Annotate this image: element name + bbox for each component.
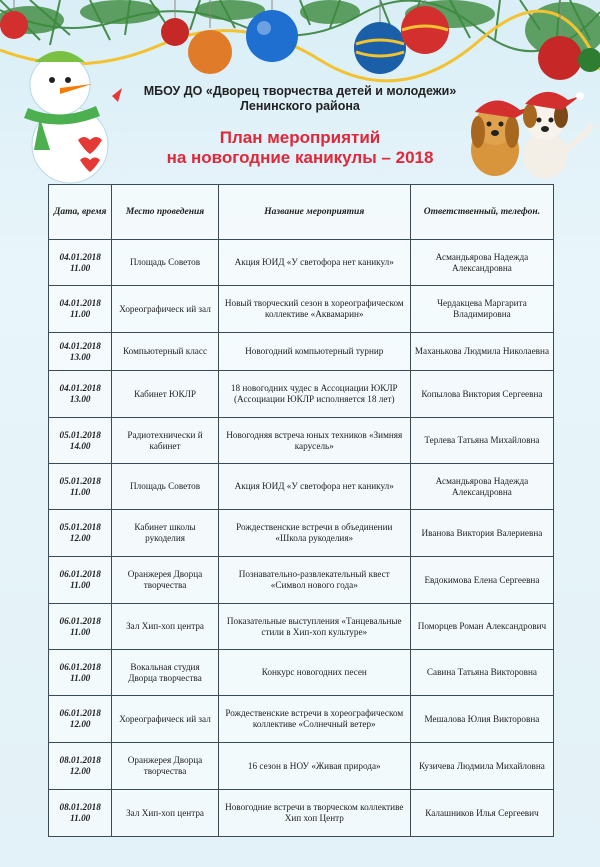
cell-responsible: Асмандьярова Надежда Александровна (410, 464, 553, 510)
cell-place: Оранжерея Дворца творчества (112, 557, 218, 604)
event-time: 14.00 (69, 440, 91, 451)
event-date: 04.01.2018 (59, 298, 101, 308)
cell-place: Радиотехнически й кабинет (112, 418, 218, 464)
cell-event-name: Конкурс новогодних песен (218, 650, 410, 696)
event-date: 06.01.2018 (59, 615, 101, 626)
event-time: 13.00 (69, 351, 91, 362)
table-header-row (49, 185, 554, 240)
cell-event-name: Показательные выступления «Танцевальные стили в Хип-хоп культуре» (218, 604, 410, 650)
cell-responsible: Кузичева Людмила Михайловна (410, 743, 553, 790)
event-date: 06.01.2018 (59, 708, 101, 718)
organization-name (0, 84, 600, 114)
table-row (49, 371, 554, 418)
table-row (49, 418, 554, 464)
cell-event-name: Познавательно-развлекательный квест «Символ нового года» (218, 557, 410, 604)
cell-event-name: Рождественские встречи в объединении «Школа рукоделия» (218, 510, 410, 557)
table-row (49, 240, 554, 286)
event-date: 04.01.2018 (59, 251, 101, 262)
cell-event-name: Новый творческий сезон в хореографическом коллективе «Аквамарин» (218, 286, 410, 333)
header-date: Дата, время (49, 185, 112, 240)
event-time: 11.00 (70, 309, 91, 319)
event-time: 11.00 (70, 672, 91, 683)
event-date: 08.01.2018 (59, 755, 101, 765)
cell-date-time (49, 240, 112, 286)
cell-date-time (49, 604, 112, 650)
event-time: 13.00 (69, 394, 91, 404)
cell-place: Хореографическ ий зал (112, 696, 218, 743)
cell-date-time (49, 510, 112, 557)
cell-responsible: Чердакцева Маргарита Владимировна (410, 286, 553, 333)
cell-event-name: Акция ЮИД «У светофора нет каникул» (218, 464, 410, 510)
cell-responsible: Евдокимова Елена Сергеевна (410, 557, 553, 604)
event-date: 06.01.2018 (59, 661, 101, 672)
cell-responsible: Иванова Виктория Валериевна (410, 510, 553, 557)
cell-date-time (49, 286, 112, 333)
cell-date-time (49, 418, 112, 464)
events-table (48, 184, 554, 837)
table-row (49, 650, 554, 696)
table-row (49, 557, 554, 604)
page-title (0, 128, 600, 168)
event-date: 06.01.2018 (59, 569, 101, 579)
table-row (49, 604, 554, 650)
event-time: 11.00 (70, 580, 91, 590)
table-row (49, 696, 554, 743)
cell-date-time (49, 650, 112, 696)
cell-responsible: Копылова Виктория Сергеевна (410, 371, 553, 418)
table-row (49, 743, 554, 790)
cell-place: Кабинет ЮКЛР (112, 371, 218, 418)
cell-place: Хореографическ ий зал (112, 286, 218, 333)
event-date: 05.01.2018 (59, 429, 101, 440)
table-row (49, 790, 554, 837)
event-time: 11.00 (70, 626, 91, 637)
cell-event-name: Новогодняя встреча юных техников «Зимняя карусель» (218, 418, 410, 464)
organization-line-1: МБОУ ДО «Дворец творчества детей и молодежи» (143, 84, 457, 98)
cell-date-time (49, 464, 112, 510)
event-date: 04.01.2018 (59, 383, 101, 393)
event-time: 12.00 (69, 766, 91, 776)
cell-responsible: Мешалова Юлия Викторовна (410, 696, 553, 743)
cell-place: Оранжерея Дворца творчества (112, 743, 218, 790)
cell-place: Площадь Советов (112, 240, 218, 286)
cell-date-time (49, 557, 112, 604)
cell-event-name: Акция ЮИД «У светофора нет каникул» (218, 240, 410, 286)
cell-place: Зал Хип-хоп центра (112, 604, 218, 650)
event-time: 11.00 (70, 262, 91, 273)
cell-date-time (49, 696, 112, 743)
event-time: 11.00 (70, 813, 91, 823)
cell-place: Зал Хип-хоп центра (112, 790, 218, 837)
cell-event-name: Новогодние встречи в творческом коллективе Хип хоп Центр (218, 790, 410, 837)
title-line-1: План мероприятий (219, 128, 381, 147)
event-time: 12.00 (69, 719, 91, 729)
event-date: 08.01.2018 (59, 802, 101, 812)
cell-event-name: Рождественские встречи в хореографическом коллективе «Солнечный ветер» (218, 696, 410, 743)
event-date: 05.01.2018 (59, 475, 101, 486)
cell-event-name: 16 сезон в НОУ «Живая природа» (218, 743, 410, 790)
event-date: 04.01.2018 (59, 340, 101, 351)
header-responsible: Ответственный, телефон. (410, 185, 553, 240)
event-time: 11.00 (70, 486, 91, 497)
cell-responsible: Поморцев Роман Александрович (410, 604, 553, 650)
header-place: Место проведения (112, 185, 218, 240)
table-row (49, 286, 554, 333)
cell-event-name: 18 новогодних чудес в Ассоциации ЮКЛР (Ассоциации ЮКЛР исполняется 18 лет) (218, 371, 410, 418)
table-row (49, 333, 554, 371)
title-line-2: на новогодние каникулы – 2018 (166, 148, 434, 167)
event-date: 05.01.2018 (59, 522, 101, 532)
cell-responsible: Калашников Илья Сергеевич (410, 790, 553, 837)
organization-line-2: Ленинского района (240, 99, 360, 113)
cell-date-time (49, 333, 112, 371)
cell-date-time (49, 371, 112, 418)
cell-responsible: Терлева Татьяна Михайловна (410, 418, 553, 464)
cell-place: Площадь Советов (112, 464, 218, 510)
cell-responsible: Савина Татьяна Викторовна (410, 650, 553, 696)
cell-place: Вокальная студия Дворца творчества (112, 650, 218, 696)
cell-date-time (49, 790, 112, 837)
cell-date-time (49, 743, 112, 790)
cell-place: Компьютерный класс (112, 333, 218, 371)
cell-responsible: Асмандьярова Надежда Александровна (410, 240, 553, 286)
cell-place: Кабинет школы рукоделия (112, 510, 218, 557)
tinsel (0, 11, 600, 81)
cell-event-name: Новогодний компьютерный турнир (218, 333, 410, 371)
event-time: 12.00 (69, 533, 91, 543)
table-row (49, 510, 554, 557)
cell-responsible: Маханькова Людмила Николаевна (410, 333, 553, 371)
header-event-name: Название мероприятия (218, 185, 410, 240)
table-row (49, 464, 554, 510)
